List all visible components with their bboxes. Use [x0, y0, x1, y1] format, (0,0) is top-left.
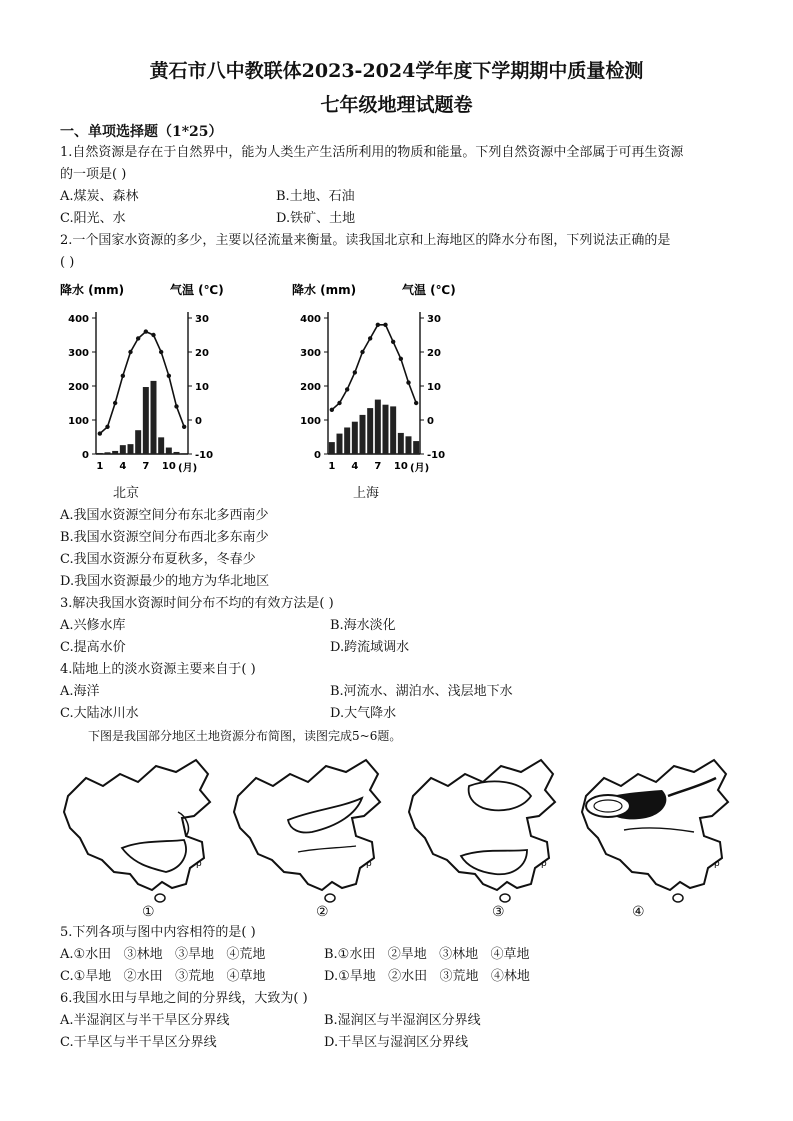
q6-option-a[interactable]: A.半湿润区与半干旱区分界线	[60, 1013, 230, 1028]
precip-bar	[143, 387, 149, 454]
precip-bar	[375, 400, 381, 454]
precip-bar	[329, 442, 335, 454]
q3-stem: 3.解决我国水资源时间分布不均的有效方法是( )	[60, 596, 334, 611]
temp-point	[345, 387, 349, 391]
tick-label-left: 100	[300, 416, 321, 427]
axis-label-precip: 降水 (mm)	[60, 283, 125, 297]
temp-point	[414, 401, 418, 405]
q4-option-b[interactable]: B.河流水、湖泊水、浅层地下水	[330, 684, 513, 699]
precip-bar	[406, 436, 412, 454]
temp-point	[98, 431, 102, 435]
tick-label-month: 1	[328, 461, 336, 472]
q6-option-d[interactable]: D.干旱区与湿润区分界线	[324, 1035, 469, 1050]
tick-label-left: 200	[300, 382, 321, 393]
q4-stem: 4.陆地上的淡水资源主要来自于( )	[60, 662, 256, 677]
temp-line	[100, 332, 184, 434]
q4-option-c[interactable]: C.大陆冰川水	[60, 706, 139, 721]
q6-stem: 6.我国水田与旱地之间的分界线，大致为( )	[60, 991, 308, 1006]
precip-bar	[135, 430, 141, 454]
temp-point	[337, 401, 341, 405]
land-use-maps	[58, 748, 738, 920]
tick-label-right: 0	[195, 416, 202, 427]
tick-label-right: -10	[195, 450, 214, 461]
axis-label-month: (月)	[178, 463, 198, 474]
q5-stem: 5.下列各项与图中内容相符的是( )	[60, 925, 256, 940]
q3-option-c[interactable]: C.提高水价	[60, 640, 126, 655]
q1-option-d[interactable]: D.铁矿、土地	[276, 211, 356, 226]
precip-bar	[383, 405, 389, 454]
tick-label-left: 200	[68, 382, 89, 393]
tick-label-month: 7	[374, 461, 382, 472]
chart-title-shanghai: 上海	[353, 486, 380, 501]
temp-point	[182, 425, 186, 429]
temp-point	[167, 374, 171, 378]
precip-bar	[120, 445, 126, 454]
q1-option-a[interactable]: A.煤炭、森林	[60, 189, 139, 204]
tick-label-month: 4	[351, 461, 359, 472]
tick-label-right: 30	[195, 314, 209, 325]
q2-stem-line1: 2.一个国家水资源的多少，主要以径流量来衡量。读我国北京和上海地区的降水分布图，下列说法正确的是	[60, 233, 671, 248]
tick-label-left: 300	[68, 348, 89, 359]
q4-option-d[interactable]: D.大气降水	[330, 706, 397, 721]
tick-label-month: 10	[393, 461, 408, 472]
exam-title: 黄石市八中教联体2023-2024学年度下学期期中质量检测	[149, 60, 644, 82]
tick-label-left: 0	[82, 450, 89, 461]
temp-point	[105, 425, 109, 429]
temp-point	[144, 329, 148, 333]
tick-label-right: -10	[427, 450, 446, 461]
q6-option-b[interactable]: B.湿润区与半湿润区分界线	[324, 1013, 481, 1028]
map-4	[582, 760, 728, 902]
precip-bar	[151, 381, 157, 454]
q1-stem-line1: 1.自然资源是存在于自然界中，能为人类生产生活所利用的物质和能量。下列自然资源中全部属于可再生资源	[60, 145, 684, 160]
axis-label-temp: 气温 (℃)	[170, 283, 224, 297]
temp-point	[376, 323, 380, 327]
axis-label-precip: 降水 (mm)	[292, 283, 357, 297]
precip-bar	[112, 451, 118, 454]
precip-bar	[344, 427, 350, 454]
tick-label-right: 20	[195, 348, 209, 359]
svg-text:ρ: ρ	[541, 859, 547, 869]
temp-point	[399, 357, 403, 361]
map-label-2: ②	[316, 904, 329, 920]
q1-option-c[interactable]: C.阳光、水	[60, 211, 126, 226]
tick-label-right: 10	[195, 382, 209, 393]
q3-option-d[interactable]: D.跨流域调水	[330, 640, 410, 655]
precip-bar	[352, 422, 358, 454]
q2-option-c[interactable]: C.我国水资源分布夏秋多，冬春少	[60, 552, 256, 567]
chart-title-beijing: 北京	[113, 486, 140, 501]
map-2	[234, 760, 380, 902]
tick-label-left: 0	[314, 450, 321, 461]
q3-option-a[interactable]: A.兴修水库	[60, 618, 126, 633]
tick-label-left: 400	[68, 314, 89, 325]
precip-bar	[158, 437, 164, 454]
temp-point	[113, 401, 117, 405]
map-3	[409, 760, 555, 902]
map-label-3: ③	[492, 904, 505, 920]
q5-option-d[interactable]: D.①旱地 ②水田 ③荒地 ④林地	[324, 969, 530, 984]
exam-subtitle: 七年级地理试题卷	[320, 94, 473, 116]
tick-label-right: 0	[427, 416, 434, 427]
q2-option-b[interactable]: B.我国水资源空间分布西北多东南少	[60, 530, 269, 545]
tick-label-month: 1	[96, 461, 104, 472]
precip-bar	[337, 434, 343, 454]
temp-point	[383, 323, 387, 327]
map-label-4: ④	[632, 904, 645, 920]
tick-label-right: 30	[427, 314, 441, 325]
q2-option-d[interactable]: D.我国水资源最少的地方为华北地区	[60, 574, 270, 589]
svg-text:ρ: ρ	[196, 859, 202, 869]
temp-point	[391, 340, 395, 344]
tick-label-left: 400	[300, 314, 321, 325]
precip-bar	[128, 444, 134, 454]
tick-label-left: 300	[300, 348, 321, 359]
svg-text:ρ: ρ	[366, 859, 372, 869]
temp-point	[330, 408, 334, 412]
precip-bar	[105, 452, 111, 454]
precip-bar	[181, 453, 187, 454]
temp-point	[159, 350, 163, 354]
q2-option-a[interactable]: A.我国水资源空间分布东北多西南少	[60, 508, 269, 523]
precip-bar	[367, 408, 373, 454]
section-heading: 一、单项选择题（1*25）	[60, 124, 223, 140]
temp-point	[121, 374, 125, 378]
q4-option-a[interactable]: A.海洋	[60, 684, 100, 699]
precip-bar	[360, 415, 366, 454]
temp-point	[406, 380, 410, 384]
q3-option-b[interactable]: B.海水淡化	[330, 618, 396, 633]
q2-stem-line2: ( )	[60, 255, 75, 270]
temp-point	[353, 370, 357, 374]
temp-point	[151, 333, 155, 337]
q1-option-b[interactable]: B.土地、石油	[276, 189, 355, 204]
temp-point	[136, 336, 140, 340]
precip-bar	[174, 452, 180, 454]
climate-chart-beijing	[58, 278, 238, 478]
map-1	[64, 760, 210, 902]
tick-label-month: 7	[142, 461, 150, 472]
precip-bar	[413, 441, 419, 454]
svg-text:ρ: ρ	[714, 859, 720, 869]
q1-stem-line2: 的一项是( )	[60, 167, 127, 182]
q5-option-b[interactable]: B.①水田 ②旱地 ③林地 ④草地	[324, 947, 530, 962]
temp-point	[368, 336, 372, 340]
axis-label-temp: 气温 (℃)	[402, 283, 456, 297]
q6-option-c[interactable]: C.干旱区与半干旱区分界线	[60, 1035, 217, 1050]
tick-label-right: 10	[427, 382, 441, 393]
map-label-1: ①	[142, 904, 155, 920]
temp-point	[128, 350, 132, 354]
precip-bar	[97, 453, 103, 454]
temp-point	[174, 404, 178, 408]
precip-bar	[398, 433, 404, 454]
tick-label-right: 20	[427, 348, 441, 359]
axis-label-month: (月)	[410, 463, 430, 474]
climate-chart-shanghai	[290, 278, 470, 478]
q5-option-c[interactable]: C.①旱地 ②水田 ③荒地 ④草地	[60, 969, 266, 984]
tick-label-left: 100	[68, 416, 89, 427]
temp-point	[360, 350, 364, 354]
tick-label-month: 10	[161, 461, 176, 472]
precip-bar	[390, 406, 396, 454]
maps-intro: 下图是我国部分地区土地资源分布简图，读图完成5~6题。	[88, 729, 402, 743]
tick-label-month: 4	[119, 461, 127, 472]
temp-line	[332, 325, 416, 410]
q5-option-a[interactable]: A.①水田 ③林地 ③旱地 ④荒地	[60, 947, 266, 962]
precip-bar	[166, 448, 172, 454]
